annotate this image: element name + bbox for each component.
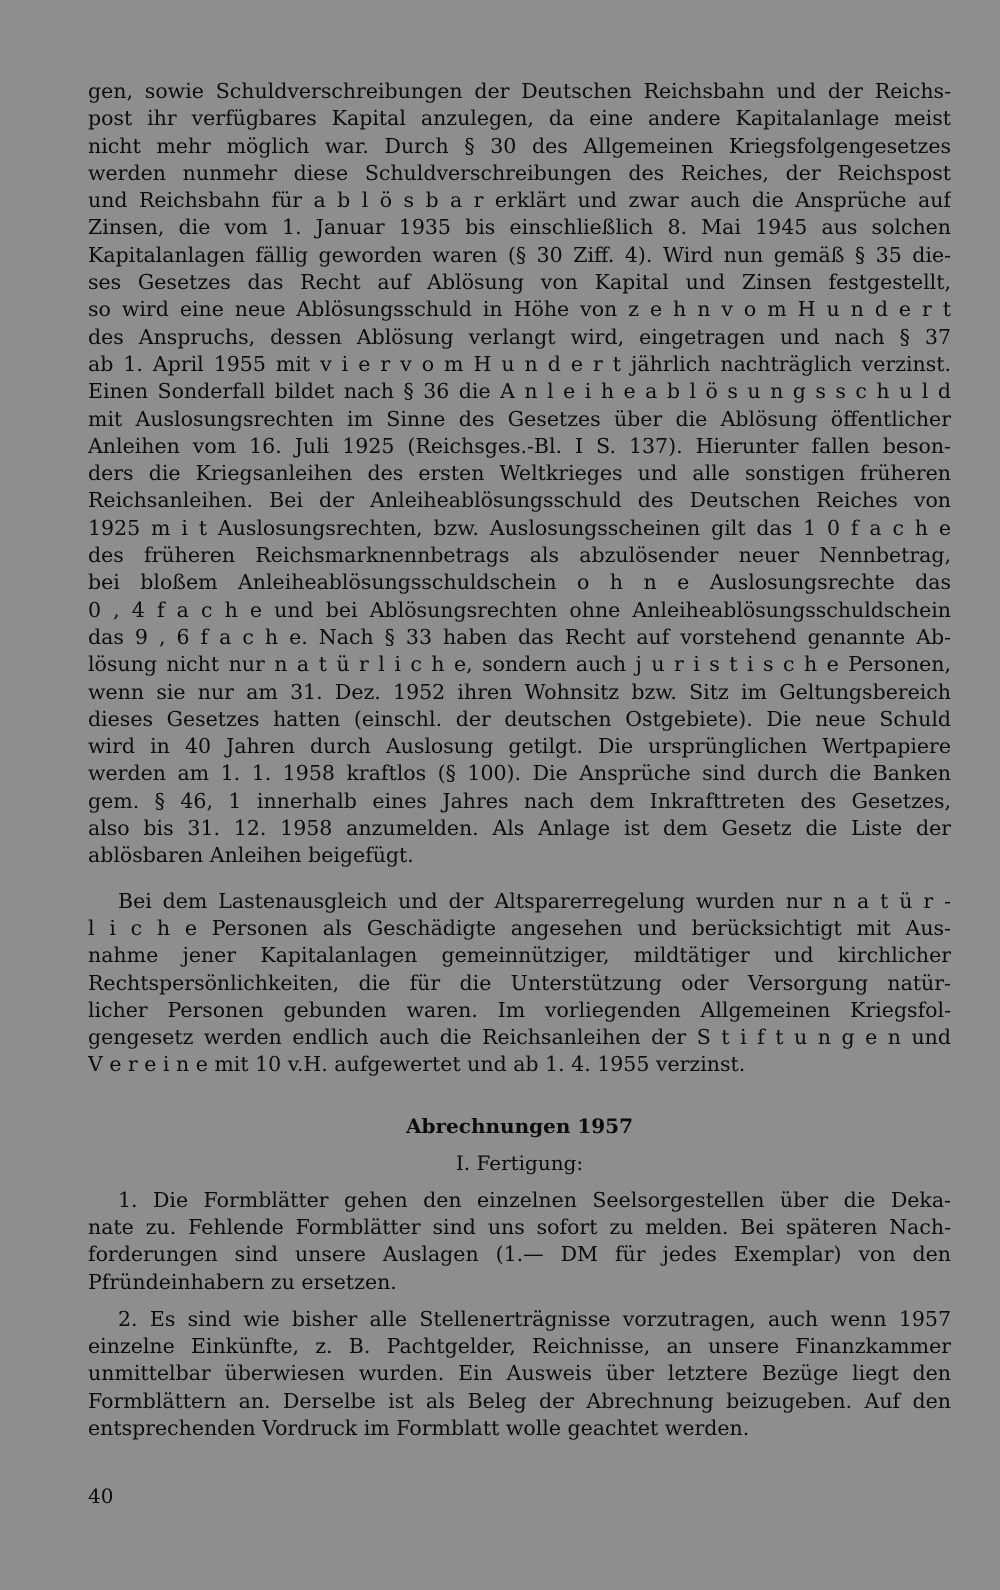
paragraph-2 (88, 888, 951, 1079)
text-line: lösung nicht nur n a t ü r l i c h e, sondern auch j u r i s t i s c h e Personen, (88, 652, 951, 677)
text-line: gen, sowie Schuldverschreibungen der Deutschen Reichsbahn und der Reichs- (88, 79, 951, 103)
section-heading: Abrechnungen 1957 (406, 1113, 633, 1138)
text-line: 0 , 4 f a c h e und bei Ablösungsrechten ohne Anleiheablösungsschuldschein (88, 597, 951, 622)
text-line: nate zu. Fehlende Formblätter sind uns sofort zu melden. Bei späteren Nach- (88, 1214, 951, 1239)
text-line: des Anspruchs, dessen Ablösung verlangt wird, eingetragen und nach § 37 (88, 324, 951, 349)
text-line: entsprechenden Vordruck im Formblatt wolle geachtet werden. (88, 1416, 750, 1441)
section-subheading: I. Fertigung: (455, 1150, 584, 1175)
text-line: wenn sie nur am 31. Dez. 1952 ihren Wohnsitz bzw. Sitz im Geltungsbereich (88, 679, 951, 704)
text-line: V e r e i n e mit 10 v.H. aufgewertet und ab 1. 4. 1955 verzinst. (88, 1052, 746, 1077)
text-line: Einen Sonderfall bildet nach § 36 die A n l e i h e a b l ö s u n g s s c h u l d (88, 379, 951, 404)
text-line: Reichsanleihen. Bei der Anleiheablösungsschuld des Deutschen Reiches von (88, 488, 951, 513)
text-line: gem. § 46, 1 innerhalb eines Jahres nach dem Inkrafttreten des Gesetzes, (88, 788, 951, 813)
text-line: gengesetz werden endlich auch die Reichsanleihen der S t i f t u n g e n und (88, 1025, 951, 1050)
text-line: Pfründeinhabern zu ersetzen. (88, 1269, 397, 1294)
text-line: Rechtspersönlichkeiten, die für die Unterstützung oder Versorgung natür- (88, 970, 951, 995)
text-line: nicht mehr möglich war. Durch § 30 des Allgemeinen Kriegsfolgengesetzes (88, 133, 951, 158)
text-line: 2. Es sind wie bisher alle Stellenerträgnisse vorzutragen, auch wenn 1957 (118, 1306, 951, 1331)
text-line: so wird eine neue Ablösungsschuld in Höhe von z e h n v o m H u n d e r t (88, 297, 951, 322)
text-line: ses Gesetzes das Recht auf Ablösung von Kapital und Zinsen festgestellt, (88, 270, 951, 295)
paragraph-3 (88, 1187, 951, 1296)
text-line: Zinsen, die vom 1. Januar 1935 bis einschließlich 8. Mai 1945 aus solchen (88, 215, 951, 240)
text-line: licher Personen gebunden waren. Im vorliegenden Allgemeinen Kriegsfol- (88, 997, 951, 1022)
text-line: l i c h e Personen als Geschädigte angesehen und berücksichtigt mit Aus- (88, 915, 951, 940)
paragraph-4 (88, 1306, 951, 1442)
text-line: Kapitalanlagen fällig geworden waren (§ 30 Ziff. 4). Wird nun gemäß § 35 die- (88, 242, 951, 267)
body-text (88, 78, 951, 1442)
text-line: dieses Gesetzes hatten (einschl. der deutschen Ostgebiete). Die neue Schuld (88, 706, 951, 731)
page-number: 40 (88, 1484, 114, 1508)
text-line: ders die Kriegsanleihen des ersten Weltkrieges und alle sonstigen früheren (88, 461, 951, 486)
text-line: mit Auslosungsrechten im Sinne des Gesetzes über die Ablösung öffentlicher (88, 406, 951, 431)
paragraph-1 (88, 78, 951, 870)
text-line: wird in 40 Jahren durch Auslosung getilgt. Die ursprünglichen Wertpapiere (88, 734, 951, 759)
text-line: post ihr verfügbares Kapital anzulegen, da eine andere Kapitalanlage meist (88, 106, 951, 131)
text-line: einzelne Einkünfte, z. B. Pachtgelder, Reichnisse, an unsere Finanzkammer (88, 1334, 951, 1359)
text-line: unmittelbar überwiesen wurden. Ein Ausweis über letztere Bezüge liegt den (88, 1361, 951, 1386)
text-line: nahme jener Kapitalanlagen gemeinnütziger, mildtätiger und kirchlicher (88, 943, 951, 968)
text-line: werden am 1. 1. 1958 kraftlos (§ 100). Die Ansprüche sind durch die Banken (88, 761, 951, 786)
text-line: 1. Die Formblätter gehen den einzelnen Seelsorgestellen über die Deka- (118, 1187, 951, 1212)
text-line: ab 1. April 1955 mit v i e r v o m H u n d e r t jährlich nachträglich verzinst. (88, 351, 951, 376)
text-line: und Reichsbahn für a b l ö s b a r erklärt und zwar auch die Ansprüche auf (88, 188, 951, 213)
text-line: also bis 31. 12. 1958 anzumelden. Als Anlage ist dem Gesetz die Liste der (88, 816, 951, 841)
text-line: Anleihen vom 16. Juli 1925 (Reichsges.-Bl. I S. 137). Hierunter fallen beson- (88, 433, 951, 458)
text-line: Bei dem Lastenausgleich und der Altsparerregelung wurden nur n a t ü r - (118, 888, 951, 913)
text-line: Formblättern an. Derselbe ist als Beleg der Abrechnung beizugeben. Auf den (88, 1388, 951, 1413)
text-line: das 9 , 6 f a c h e. Nach § 33 haben das Recht auf vorstehend genannte Ab- (88, 624, 951, 649)
text-line: 1925 m i t Auslosungsrechten, bzw. Auslosungsscheinen gilt das 1 0 f a c h e (88, 515, 951, 540)
text-line: des früheren Reichsmarknennbetrags als abzulösender neuer Nennbetrag, (88, 543, 951, 568)
text-line: ablösbaren Anleihen beigefügt. (88, 843, 414, 868)
text-line: werden nunmehr diese Schuldverschreibungen des Reiches, der Reichspost (88, 160, 951, 185)
text-line: bei bloßem Anleiheablösungsschuldschein o h n e Auslosungsrechte das (88, 570, 951, 595)
text-line: forderungen sind unsere Auslagen (1.— DM für jedes Exemplar) von den (88, 1242, 951, 1267)
